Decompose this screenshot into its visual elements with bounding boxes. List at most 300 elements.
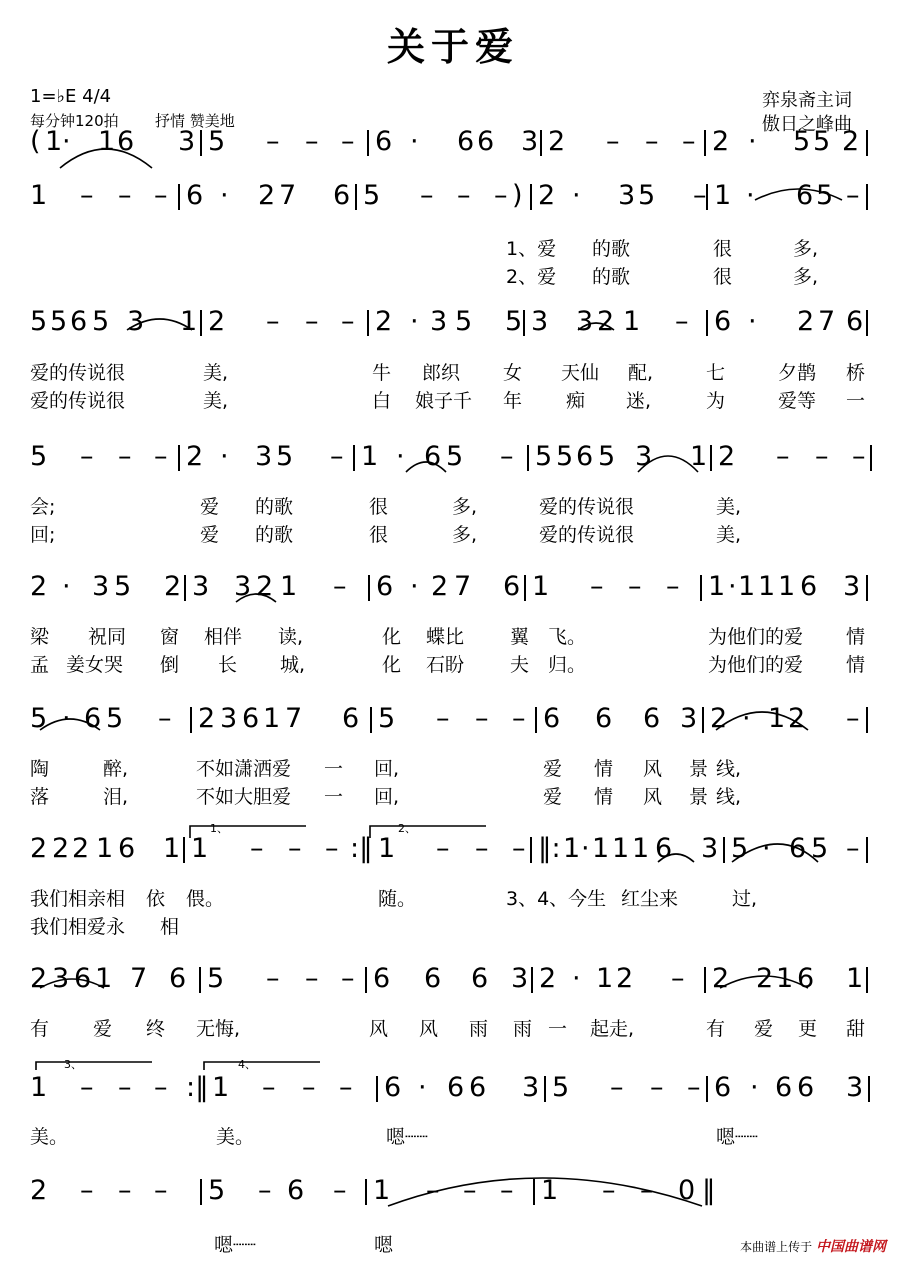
note: 5 (378, 703, 396, 734)
svg-text:1、: 1、 (210, 822, 228, 835)
note: 6 (503, 571, 521, 602)
note: · (410, 571, 419, 602)
note: 5 (208, 126, 226, 157)
lyric: 多, (452, 496, 478, 518)
note: 2 (258, 180, 276, 211)
svg-text:2、: 2、 (398, 822, 416, 835)
note: – (80, 441, 94, 472)
note: – (852, 441, 866, 472)
note: 3 (843, 571, 861, 602)
barline (530, 837, 532, 863)
lyric: 很 (713, 238, 733, 260)
lyric: 有 (706, 1018, 726, 1040)
note: 2 (52, 833, 70, 864)
note: 1 (778, 571, 796, 602)
lyric: 爱的传说很 (30, 362, 126, 384)
note: ‖: (538, 833, 561, 864)
note: – (687, 1072, 701, 1103)
note: 1 (541, 1175, 559, 1206)
lyric: 一 (548, 1018, 568, 1040)
note: 3 (127, 306, 145, 337)
note: – (500, 1175, 514, 1206)
barline (524, 575, 526, 601)
lyric: 美。 (216, 1126, 255, 1148)
note: 6 (797, 1072, 815, 1103)
svg-text:4、: 4、 (238, 1058, 256, 1071)
lyric: 无悔, (196, 1018, 241, 1040)
lyric: 痴 (566, 390, 586, 412)
note: – (333, 1175, 347, 1206)
barline (706, 310, 708, 336)
lyric: 相伴 (204, 626, 243, 648)
lyric: 归。 (548, 654, 587, 676)
lyric: 爱 (543, 758, 563, 780)
lyric: 为 (706, 390, 726, 412)
note: · (396, 441, 405, 472)
note: 1 (373, 1175, 391, 1206)
note: · (750, 1072, 759, 1103)
tempo-marking: 每分钟120拍 (30, 112, 119, 130)
note: 2 (712, 126, 730, 157)
note: 3 (522, 1072, 540, 1103)
barline (527, 445, 529, 471)
lyric: 不如潇洒爱 (196, 758, 292, 780)
lyric: 天仙 (561, 362, 600, 384)
note: 1 (563, 833, 581, 864)
note: · (748, 306, 757, 337)
note: 7 (285, 703, 303, 734)
lyric: 线, (716, 758, 742, 780)
note: 3 (178, 126, 196, 157)
lyric: 飞。 (548, 626, 587, 648)
lyric: 桥 (846, 362, 866, 384)
lyric: 情 (846, 654, 866, 676)
lyric: 爱的传说很 (539, 524, 635, 546)
lyric: 风 (643, 786, 663, 808)
lyric: 有 (30, 1018, 50, 1040)
note: – (436, 703, 450, 734)
note: 1 (776, 963, 794, 994)
barline (704, 967, 706, 993)
barline (866, 967, 868, 993)
note: 6 (797, 963, 815, 994)
note: 6 (169, 963, 187, 994)
barline (199, 967, 201, 993)
note: – (154, 1072, 168, 1103)
note: · (581, 833, 590, 864)
note: 2 (30, 833, 48, 864)
note: 6 (424, 963, 442, 994)
note: – (288, 833, 302, 864)
note: 5 (455, 306, 473, 337)
lyric: 过, (732, 888, 758, 910)
note: · (748, 126, 757, 157)
note: 3 (234, 571, 252, 602)
note: 6 (796, 180, 814, 211)
lyric: 相 (160, 916, 180, 938)
note: · (62, 126, 71, 157)
barline (866, 184, 868, 210)
note: 6 (576, 441, 594, 472)
note: 1 (263, 703, 281, 734)
note: 6 (333, 180, 351, 211)
note: – (475, 833, 489, 864)
note: 6 (118, 833, 136, 864)
note: 2 (797, 306, 815, 337)
note: 6 (342, 703, 360, 734)
note: – (602, 1175, 616, 1206)
barline (367, 310, 369, 336)
barline (706, 1076, 708, 1102)
note: 3 (255, 441, 273, 472)
barline (200, 310, 202, 336)
lyric: 回, (374, 758, 400, 780)
note: – (815, 441, 829, 472)
note: · (410, 126, 419, 157)
lyric: 1、爱 (506, 238, 557, 260)
lyric: 很 (369, 496, 389, 518)
lyric: 风 (369, 1018, 389, 1040)
lyric: 更 (798, 1018, 818, 1040)
note: – (118, 1175, 132, 1206)
barline (531, 967, 533, 993)
note: ) (512, 180, 523, 211)
note: – (258, 1175, 272, 1206)
note: 5 (731, 833, 749, 864)
lyric: 爱 (200, 496, 220, 518)
lyric: 年 (503, 390, 523, 412)
note: – (590, 571, 604, 602)
note: 3 (618, 180, 636, 211)
lyric: 梁 (30, 626, 50, 648)
barline (200, 130, 202, 156)
note: – (426, 1175, 440, 1206)
lyric: 石盼 (426, 654, 465, 676)
lyric: 多, (793, 238, 819, 260)
lyric: 祝同 (88, 626, 127, 648)
note: 2 (718, 441, 736, 472)
lyric: 美。 (30, 1126, 69, 1148)
lyric: 一 (324, 786, 344, 808)
lyric: 起走, (590, 1018, 635, 1040)
note: 2 (548, 126, 566, 157)
note: 6 (186, 180, 204, 211)
note: 5 (207, 963, 225, 994)
lyric: 爱 (754, 1018, 774, 1040)
note: – (494, 180, 508, 211)
note: 5 (505, 306, 523, 337)
note: – (420, 180, 434, 211)
note: 6 (543, 703, 561, 734)
barline (200, 1179, 202, 1205)
lyric: 配, (628, 362, 654, 384)
note: – (154, 1175, 168, 1206)
lyric: 随。 (378, 888, 417, 910)
note: – (250, 833, 264, 864)
note: – (512, 833, 526, 864)
lyric: 3、4、今生 (506, 888, 607, 910)
note: 5 (446, 441, 464, 472)
note: 3 (192, 571, 210, 602)
lyric: 情 (846, 626, 866, 648)
lyric: 雨 (469, 1018, 489, 1040)
note: – (475, 703, 489, 734)
lyric: 为他们的爱 (708, 626, 804, 648)
note: 2 (788, 703, 806, 734)
lyric: 景 (689, 758, 709, 780)
note: – (457, 180, 471, 211)
note: – (650, 1072, 664, 1103)
note: 2 (539, 963, 557, 994)
note: 2 (538, 180, 556, 211)
note: · (418, 1072, 427, 1103)
site-logo: 中国曲谱网 (816, 1239, 886, 1255)
note: 1 (30, 1072, 48, 1103)
lyric: 女 (503, 362, 523, 384)
lyric: 夫 (510, 654, 530, 676)
note: 6 (655, 833, 673, 864)
note: · (572, 180, 581, 211)
note: – (305, 126, 319, 157)
barline (368, 575, 370, 601)
note: 6 (375, 126, 393, 157)
note: – (305, 306, 319, 337)
note: 7 (818, 306, 836, 337)
barline (353, 445, 355, 471)
barline (365, 1179, 367, 1205)
note: 5 (535, 441, 553, 472)
lyric: 倒 (160, 654, 180, 676)
barline (868, 1076, 870, 1102)
note: 2 (597, 306, 615, 337)
note: ( (30, 126, 41, 157)
note: 5 (816, 180, 834, 211)
lyric: 一 (846, 390, 866, 412)
lyric: 孟 (30, 654, 50, 676)
note: 6 (384, 1072, 402, 1103)
note: · (220, 180, 229, 211)
note: 2 (710, 703, 728, 734)
barline (184, 575, 186, 601)
note: 2 (208, 306, 226, 337)
note: 6 (477, 126, 495, 157)
lyric: 读, (278, 626, 304, 648)
note: 2 (198, 703, 216, 734)
note: 1 (30, 180, 48, 211)
note: – (80, 1175, 94, 1206)
note: 5 (813, 126, 831, 157)
note: 1 (96, 833, 114, 864)
note: 6 (117, 126, 135, 157)
note: 1 (378, 833, 396, 864)
lyric: 嗯┈┈ (214, 1234, 256, 1256)
lyric: 的歌 (255, 496, 294, 518)
lyric: 嗯┈┈ (716, 1126, 758, 1148)
lyric: 爱 (200, 524, 220, 546)
note: 5 (30, 703, 48, 734)
lyric: 醉, (103, 758, 129, 780)
note: 2 (756, 963, 774, 994)
note: · (762, 833, 771, 864)
note: 1 (708, 571, 726, 602)
note: 2 (30, 1175, 48, 1206)
note: 3 (846, 1072, 864, 1103)
note: 6 (74, 963, 92, 994)
barline (183, 837, 185, 863)
note: 1 (690, 441, 708, 472)
lyric: 美, (203, 390, 229, 412)
lyric: 爱等 (778, 390, 817, 412)
note: 1 (632, 833, 650, 864)
lyric: 2、爱 (506, 266, 557, 288)
note: – (158, 703, 172, 734)
note: 2 (30, 963, 48, 994)
note: 1 (738, 571, 756, 602)
barline (866, 837, 868, 863)
note: 6 (789, 833, 807, 864)
lyric: 情 (594, 786, 614, 808)
lyric: 爱 (543, 786, 563, 808)
barline (870, 445, 872, 471)
lyric: 情 (594, 758, 614, 780)
note: 7 (130, 963, 148, 994)
lyric: 很 (369, 524, 389, 546)
lyric: 线, (716, 786, 742, 808)
lyric: 化 (382, 654, 402, 676)
note: · (742, 703, 751, 734)
lyric: 依 (146, 888, 166, 910)
note: 5 (30, 441, 48, 472)
barline (866, 310, 868, 336)
lyric: 化 (382, 626, 402, 648)
barline (530, 184, 532, 210)
note: – (671, 963, 685, 994)
note: – (645, 126, 659, 157)
barline (540, 130, 542, 156)
note: 3 (52, 963, 70, 994)
lyric: 终 (146, 1018, 166, 1040)
lyric: 泪, (103, 786, 129, 808)
note: ‖ (702, 1175, 716, 1206)
note: – (512, 703, 526, 734)
lyric: 牛 (372, 362, 392, 384)
barline (178, 445, 180, 471)
note: 1 (758, 571, 776, 602)
lyric: 爱 (93, 1018, 113, 1040)
note: – (341, 306, 355, 337)
note: – (675, 306, 689, 337)
note: :‖ (186, 1072, 209, 1103)
lyric: 的歌 (592, 238, 631, 260)
lyric: 风 (643, 758, 663, 780)
note: 6 (84, 703, 102, 734)
note: 1 (623, 306, 641, 337)
lyric: 美, (716, 496, 742, 518)
note: 5 (276, 441, 294, 472)
note: 5 (208, 1175, 226, 1206)
lyric: 蝶比 (426, 626, 465, 648)
note: 6 (424, 441, 442, 472)
lyric: 偎。 (186, 888, 225, 910)
note: 6 (457, 126, 475, 157)
note: – (628, 571, 642, 602)
note: 3 (680, 703, 698, 734)
barline (706, 184, 708, 210)
note: 2 (616, 963, 634, 994)
note: 1 (163, 833, 181, 864)
note: 2 (186, 441, 204, 472)
note: 1 (592, 833, 610, 864)
barline (704, 130, 706, 156)
note: – (341, 963, 355, 994)
lyric: 郎织 (422, 362, 461, 384)
note: 5 (30, 306, 48, 337)
note: – (500, 441, 514, 472)
note: :‖ (350, 833, 373, 864)
note: · (410, 306, 419, 337)
note: 7 (454, 571, 472, 602)
lyric: 红尘来 (621, 888, 679, 910)
lyricist-credit: 弈泉斋主词 (762, 90, 852, 111)
barline (544, 1076, 546, 1102)
note: 5 (556, 441, 574, 472)
barline (702, 707, 704, 733)
lyric: 一 (324, 758, 344, 780)
note: 6 (70, 306, 88, 337)
lyric: 风 (419, 1018, 439, 1040)
barline (355, 184, 357, 210)
note: 5 (50, 306, 68, 337)
note: 6 (846, 306, 864, 337)
barline (367, 130, 369, 156)
note: 1 (95, 963, 113, 994)
note: – (118, 1072, 132, 1103)
note: 6 (800, 571, 818, 602)
lyric: 美, (716, 524, 742, 546)
lyric: 很 (713, 266, 733, 288)
note: · (220, 441, 229, 472)
note: – (640, 1175, 654, 1206)
lyric: 陶 (30, 758, 50, 780)
lyric: 娘子千 (415, 390, 473, 412)
lyric: 姜女哭 (66, 654, 124, 676)
barline (190, 707, 192, 733)
note: 2 (72, 833, 90, 864)
note: 6 (376, 571, 394, 602)
note: 1 (45, 126, 63, 157)
lyric: 七 (706, 362, 726, 384)
note: 2 (431, 571, 449, 602)
note: 1 (714, 180, 732, 211)
note: – (118, 180, 132, 211)
note: 7 (279, 180, 297, 211)
lyric: 我们相亲相 (30, 888, 126, 910)
note: – (666, 571, 680, 602)
note: – (463, 1175, 477, 1206)
note: 1 (768, 703, 786, 734)
note: 5 (811, 833, 829, 864)
barline (866, 575, 868, 601)
lyric: 迷, (626, 390, 652, 412)
lyric: 爱的传说很 (539, 496, 635, 518)
note: – (325, 833, 339, 864)
note: 1 (280, 571, 298, 602)
note: – (80, 1072, 94, 1103)
barline (365, 967, 367, 993)
note: 3 (430, 306, 448, 337)
note: 6 (775, 1072, 793, 1103)
note: 1 (361, 441, 379, 472)
